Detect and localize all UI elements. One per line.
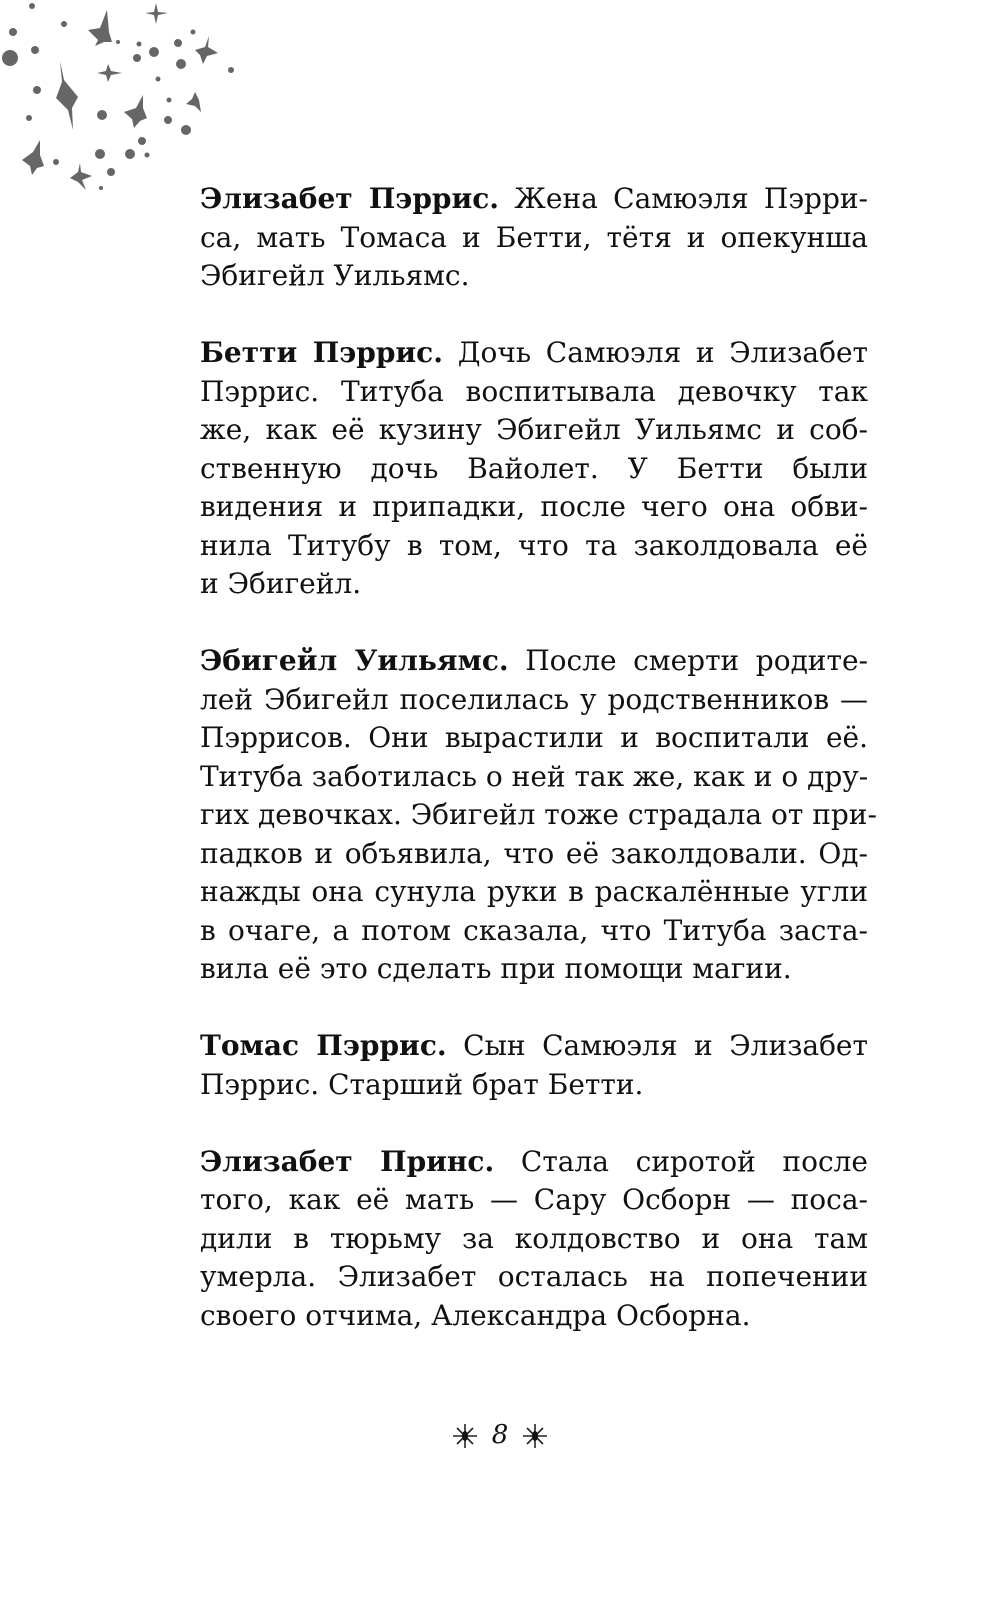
text-line: нажды она сунула руки в раскалённые угли [200,875,868,908]
text-line: Пэррисов. Они вырастили и воспитали её. [200,721,868,754]
text-line: нила Титубу в том, что та заколдовала её [200,528,868,562]
sparkle-icon [97,64,122,82]
text-line: лей Эбигейл поселилась у родственников — [200,682,868,716]
star-icon [124,95,147,128]
entry-abigail-williams [200,642,877,989]
text-line: гих девочках. Эбигейл тоже страдала от при- [200,798,877,831]
character-list [200,180,877,1374]
text-line: падков и объявила, что её заколдовали. Од- [200,836,868,870]
text-line: После смерти родите- [525,644,868,677]
text-line: вила её это сделать при помощи магии. [200,952,792,985]
text-line: Жена Самюэля Пэрри- [514,182,868,215]
text-line: Стала сиротой после [520,1144,868,1178]
text-line: Титуба заботилась о ней так же, как и о дру- [200,759,869,793]
entry-thomas-parris [200,1027,868,1104]
text-line: дили в тюрьму за колдовство и она там [200,1221,868,1255]
page-number: 8 [491,1420,509,1450]
entry-elizabeth-parris [200,180,868,296]
sparkle-icon [186,92,201,112]
text-line: Пэррис. Титуба воспитывала девочку так [200,374,868,408]
text-line: того, как её мать — Сару Осборн — поса- [200,1183,868,1216]
sparkle-icon [145,3,168,24]
sparkle-ornament-icon [522,1423,548,1449]
text-line: са, мать Томаса и Бетти, тётя и опекунша [200,220,868,254]
entry-name: Элизабет Пэррис. [200,182,500,215]
text-line: же, как её кузину Эбигейл Уильямс и соб- [200,413,868,446]
entry-name: Томас Пэррис. [200,1029,447,1062]
text-line: видения и припадки, после чего она обви- [200,490,868,523]
entry-elizabeth-prince [200,1143,868,1336]
sparkle-icon [70,163,92,190]
text-line: Сын Самюэля и Элизабет [463,1029,868,1062]
text-line: умерла. Элизабет осталась на попечении [200,1260,868,1293]
text-line: Пэррис. Старший брат Бетти. [200,1067,644,1101]
sparkle-icon [56,61,78,130]
sparkle-icon [195,36,218,64]
star-icon [22,140,44,175]
text-line: Дочь Самюэля и Элизабет [457,336,869,369]
text-line: Эбигейл Уильямс. [200,259,470,292]
text-line: в очаге, а потом сказала, что Титуба заста- [200,913,868,947]
text-line: ственную дочь Вайолет. У Бетти были [200,451,868,485]
star-icon [88,10,112,46]
entry-name: Эбигейл Уильямс. [200,644,509,677]
page-footer [0,1410,1000,1460]
text-line: и Эбигейл. [200,567,362,600]
entry-betty-parris [200,334,868,604]
entry-name: Бетти Пэррис. [200,336,443,369]
entry-name: Элизабет Принс. [200,1144,495,1178]
stars-decoration [0,0,250,200]
text-line: своего отчима, Александра Осборна. [200,1298,751,1332]
sparkle-ornament-icon [452,1423,478,1449]
